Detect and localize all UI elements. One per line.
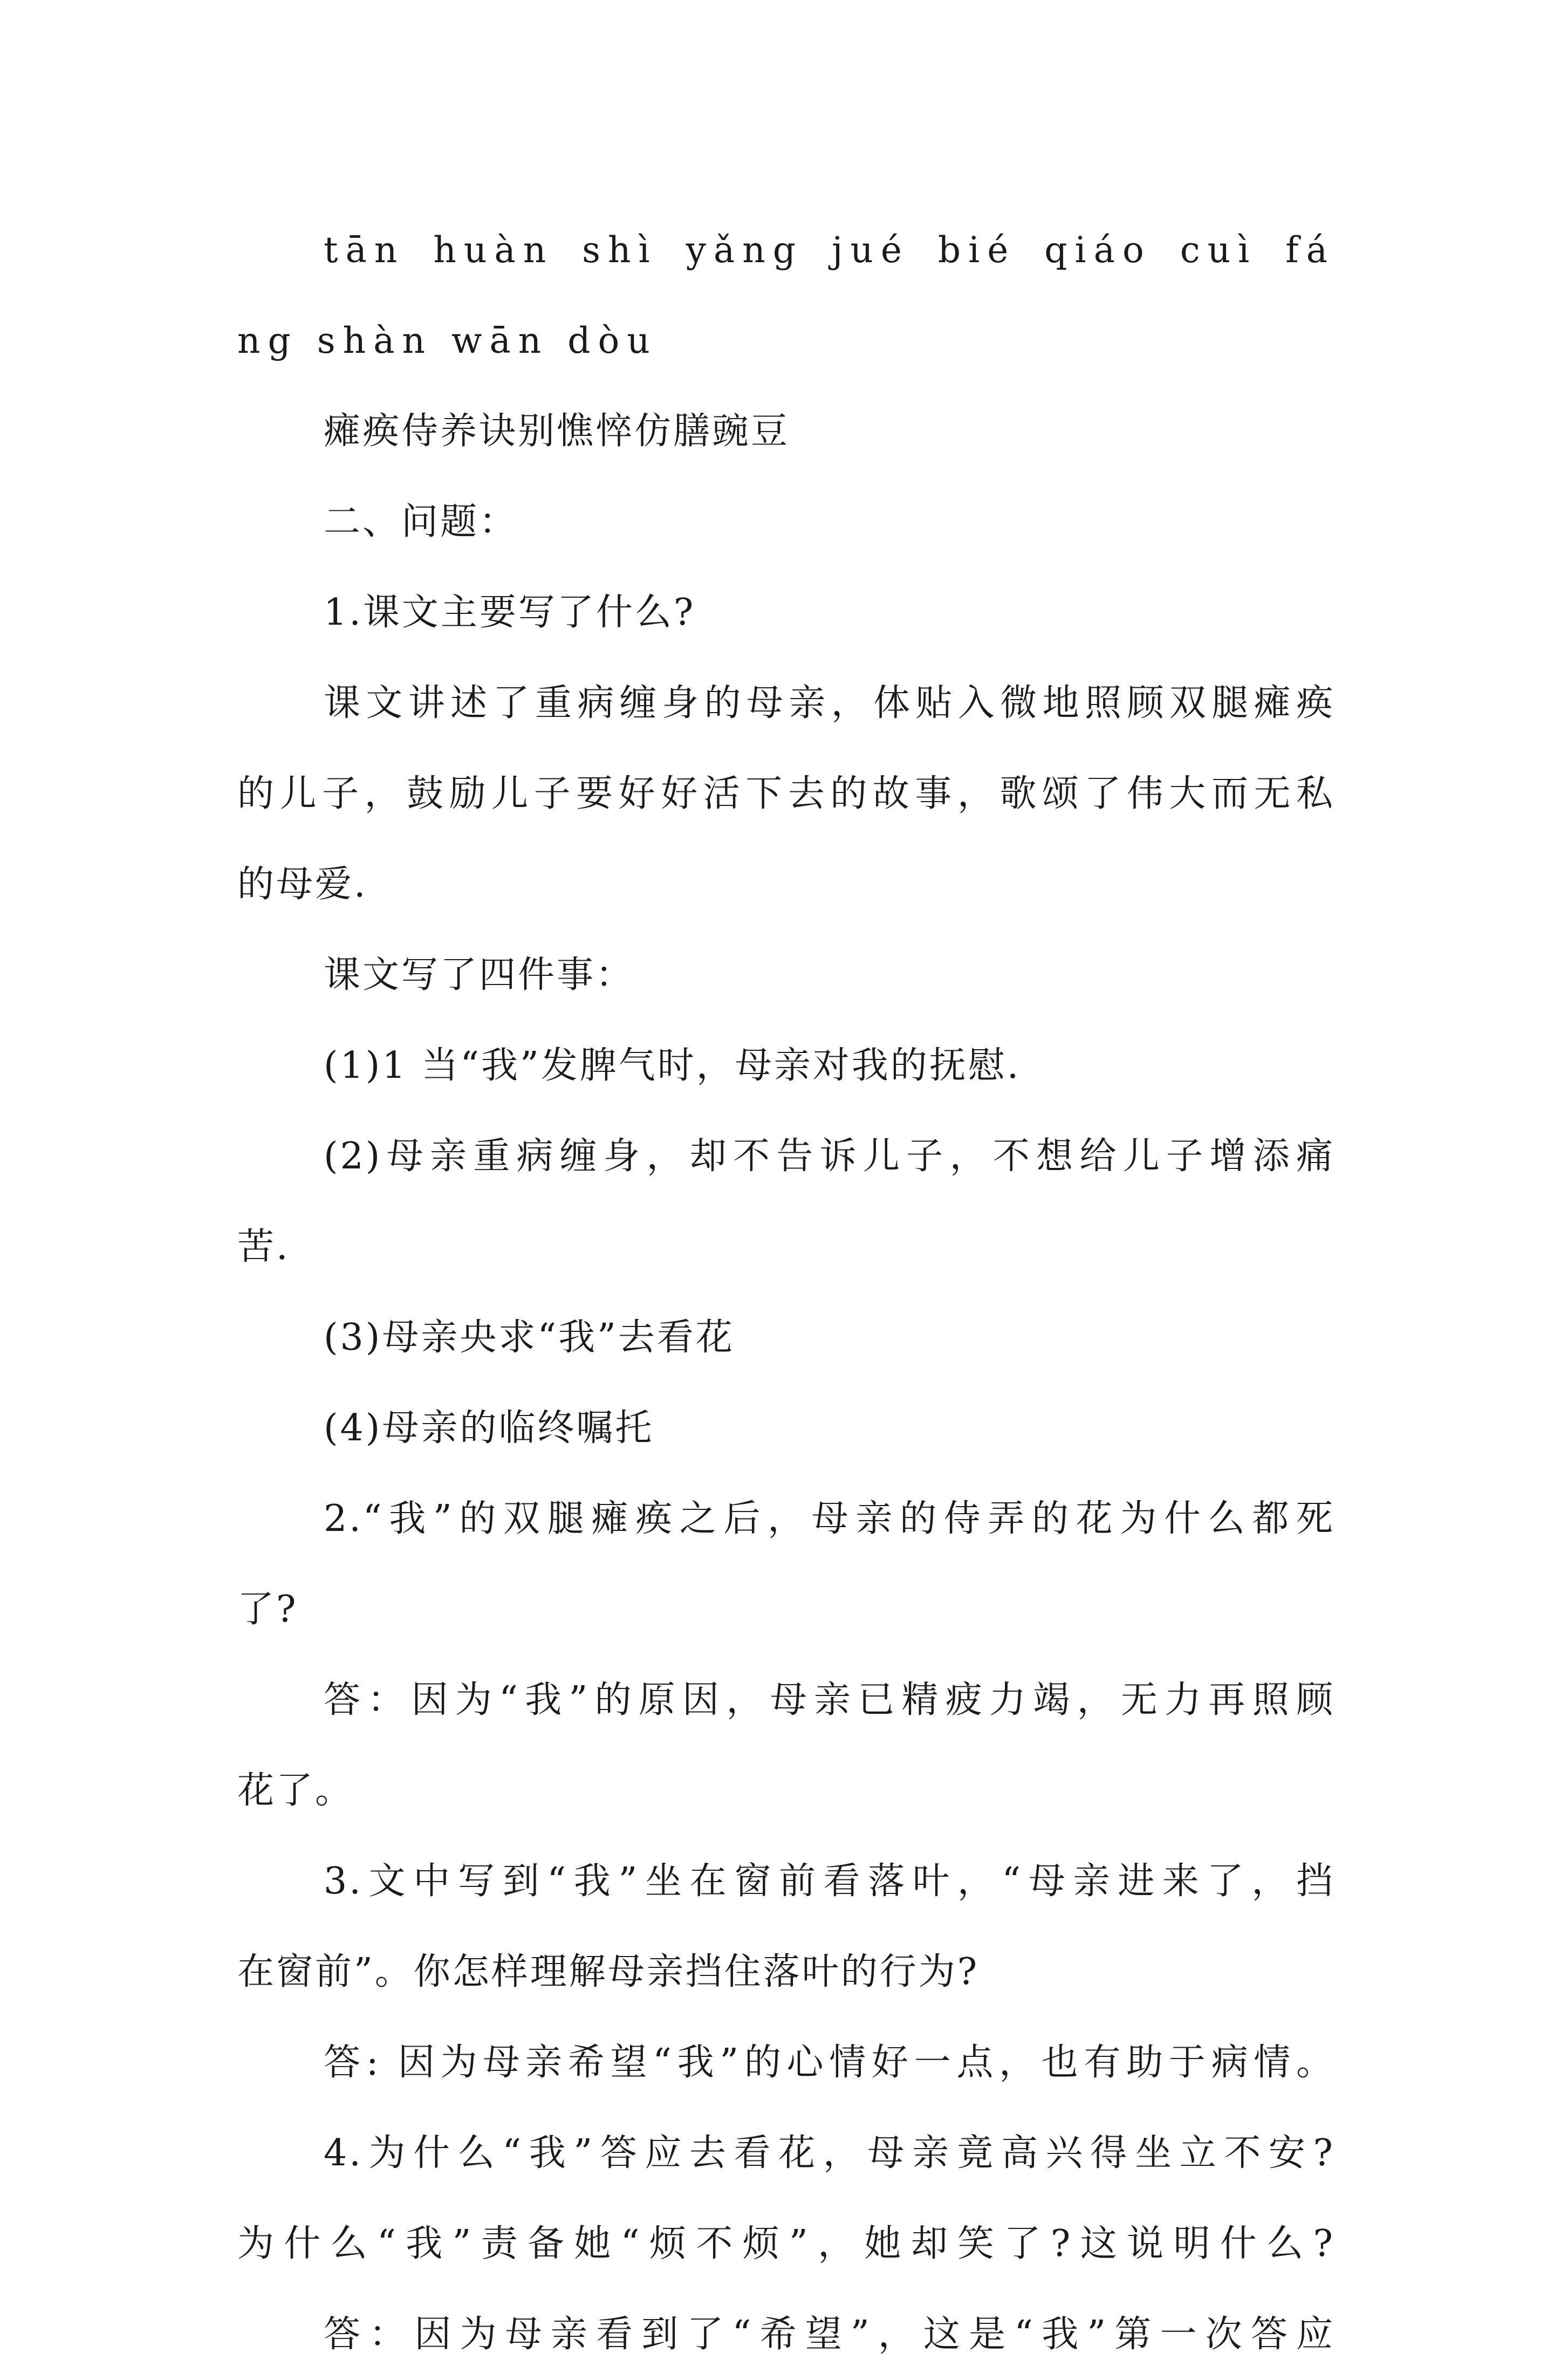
question-3-continued: 在窗前”。你怎样理解母亲挡住落叶的行为? (237, 1951, 980, 1993)
question-2-continued: 了? (237, 1588, 298, 1631)
answer-1-subheading: 课文写了四件事： (324, 954, 635, 996)
answer-2-continued: 花了。 (237, 1769, 354, 1812)
answer-1-line: 的儿子，鼓励儿子要好好活下去的故事，歌颂了伟大而无私 (237, 772, 1335, 815)
list-item-1: (1)1 当“我”发脾气时，母亲对我的抚慰. (324, 1044, 1021, 1087)
pinyin-line-continued: ng shàn wān dòu (237, 320, 658, 361)
answer-1-line: 的母爱. (237, 863, 368, 906)
answer-3: 答: 因为母亲希望“我”的心情好一点，也有助于病情。 (324, 2041, 1335, 2084)
answer-1-line: 课文讲述了重病缠身的母亲，体贴入微地照顾双腿瘫痪 (324, 682, 1335, 724)
question-2: 2.“我”的双腿瘫痪之后，母亲的侍弄的花为什么都死 (324, 1497, 1335, 1540)
list-item-2: (2)母亲重病缠身，却不告诉儿子，不想给儿子增添痛 (324, 1135, 1335, 1178)
hanzi-vocabulary-line: 瘫痪侍养诀别憔悴仿膳豌豆 (324, 410, 790, 453)
question-3: 3.文中写到“我”坐在窗前看落叶，“母亲进来了，挡 (324, 1860, 1335, 1903)
pinyin-line: tān huàn shì yǎng jué bié qiáo cuì fá (324, 229, 1335, 271)
list-item-4: (4)母亲的临终嘱托 (324, 1407, 654, 1449)
question-1: 1.课文主要写了什么? (324, 591, 696, 634)
list-item-3: (3)母亲央求“我”去看花 (324, 1316, 735, 1359)
document-page (237, 205, 1335, 2380)
answer-4: 答：因为母亲看到了“希望”，这是“我”第一次答应 (324, 2313, 1335, 2356)
section-heading: 二、问题： (324, 501, 518, 543)
question-4: 4.为什么“我”答应去看花，母亲竟高兴得坐立不安? (324, 2132, 1335, 2174)
list-item-2-continued: 苦. (237, 1226, 290, 1268)
question-4-continued: 为什么“我”责备她“烦不烦”，她却笑了?这说明什么? (237, 2222, 1335, 2265)
answer-2: 答：因为“我”的原因，母亲已精疲力竭，无力再照顾 (324, 1679, 1335, 1721)
